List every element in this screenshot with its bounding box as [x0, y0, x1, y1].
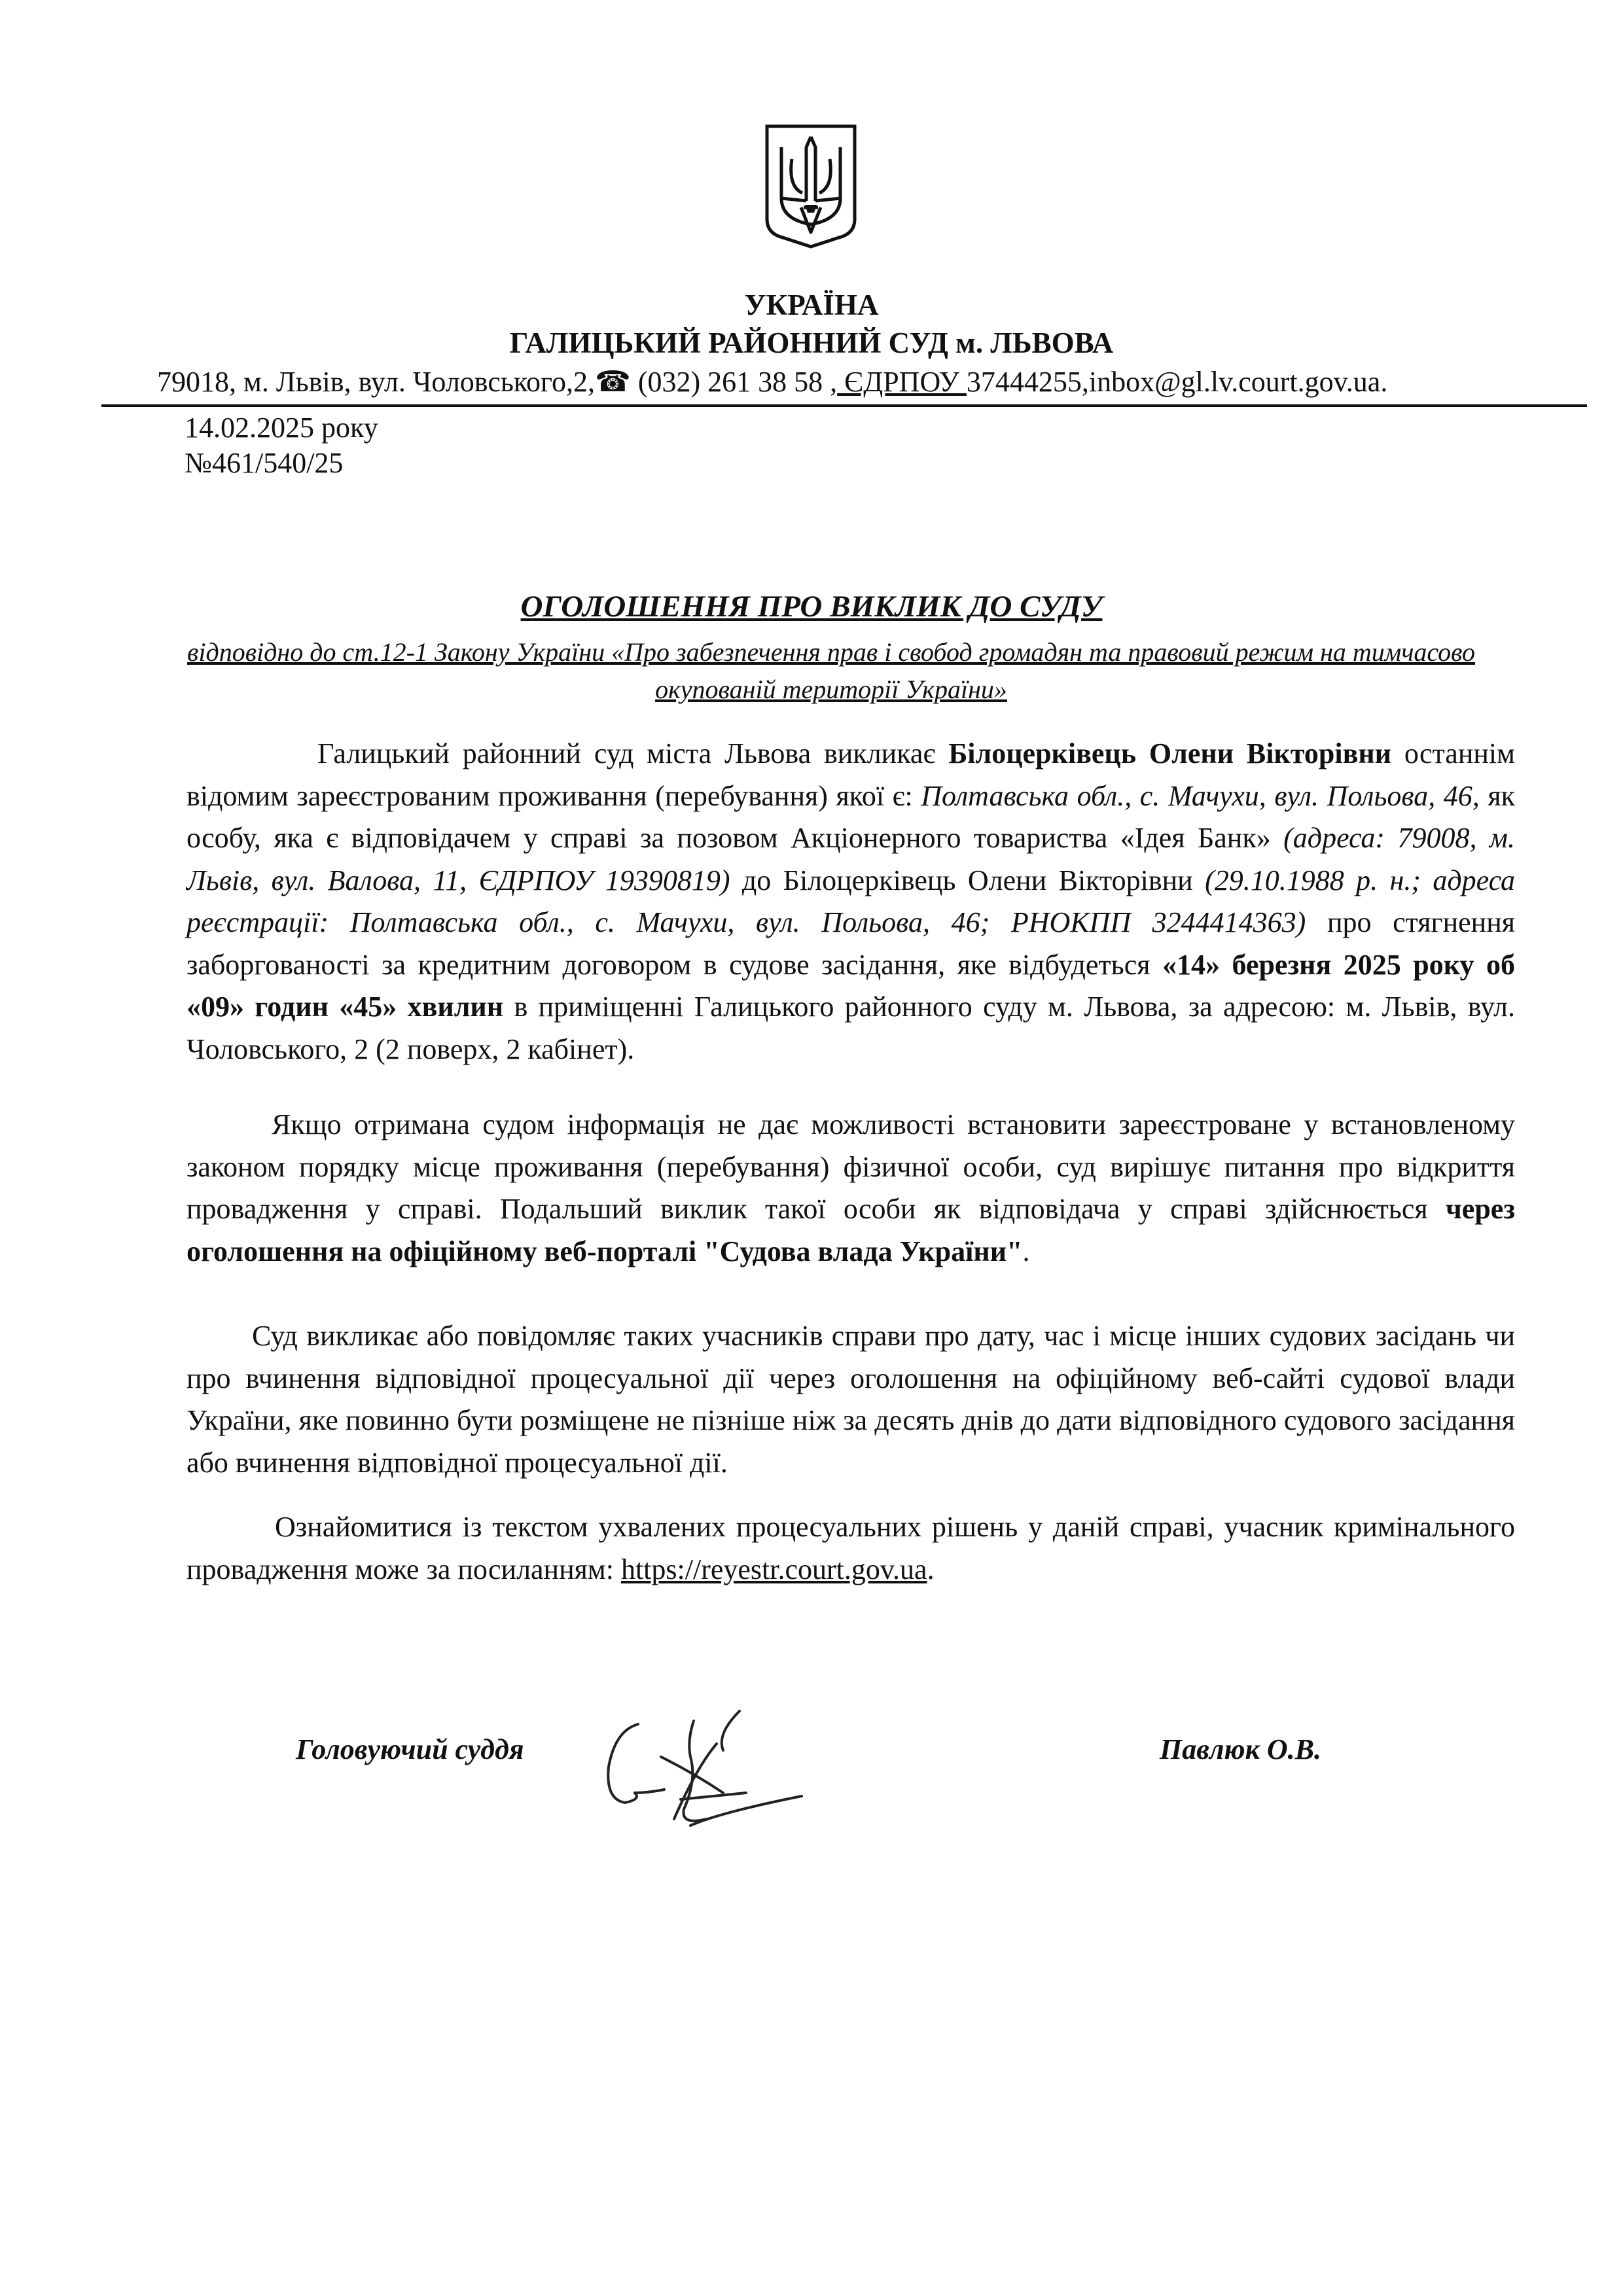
document-date: 14.02.2025 року	[185, 412, 378, 444]
defendant-address: Полтавська обл., с. Мачухи, вул. Польова, 46,	[921, 779, 1480, 812]
court-name-heading: ГАЛИЦЬКИЙ РАЙОННИЙ СУД м. ЛЬВОВА	[509, 327, 1114, 359]
summons-paragraph	[187, 733, 1515, 1070]
text-run: Суд викликає або повідомляє таких учасників справи про дату, час і місце інших судових засідань чи про вчинення відповідної процесуальної дії через оголошення на офіційному веб-сайті судової влади України, яке повинно бути розміщене не пізніше ніж за десять днів до дати відповідного судового засідання або вчинення відповідної процесуальної дії.	[187, 1320, 1515, 1479]
text-run: .	[1022, 1235, 1030, 1267]
signatory-name: Павлюк О.В.	[1160, 1733, 1322, 1765]
registry-link[interactable]: https://reyestr.court.gov.ua	[620, 1553, 927, 1585]
text-run: до Білоцерківець Олени Вікторівни	[730, 864, 1205, 896]
decisions-paragraph	[187, 1506, 1515, 1591]
text-run: в приміщенні Галицького районного суду м. Львова, за адресою: м. Львів, вул. Чоловського, 2 (2 поверх, 2 кабінет).	[187, 991, 1515, 1065]
notice-paragraph	[187, 1104, 1515, 1273]
handwritten-signature	[589, 1695, 805, 1845]
hearing-datetime: «14» березня 2025 року об «09» годин «45» хвилин	[187, 948, 1515, 1023]
defendant-details: (29.10.1988 р. н.; адреса реєстрації: Полтавська обл., с. Мачухи, вул. Польова, 46; РНОКПП 3244414363)	[187, 864, 1516, 938]
court-phone: (032) 261 38 58 ,	[630, 366, 838, 398]
text-run: .	[927, 1553, 935, 1585]
portal-notice: через оголошення на офіційному веб-порталі "Судова влада України"	[187, 1193, 1515, 1267]
header-divider	[101, 404, 1587, 407]
text-run: Галицький районний суд міста Львова викликає	[317, 737, 949, 769]
document-title: ОГОЛОШЕННЯ ПРО ВИКЛИК ДО СУДУ	[520, 590, 1103, 624]
plaintiff-details: (адреса: 79008, м. Львів, вул. Валова, 11, ЄДРПОУ 19390819)	[187, 822, 1516, 896]
text-run: останнім відомим зареєстрованим проживання (перебування) якої є:	[187, 737, 1515, 812]
document-subtitle: відповідно до ст.12-1 Закону України «Про забезпечення прав і свобод громадян та правовий режим на тимчасово окупованій території України»	[187, 637, 1476, 704]
coat-of-arms-icon	[762, 121, 860, 249]
edrpou-label: ЄДРПОУ	[837, 366, 967, 398]
court-contact-line	[157, 365, 1387, 398]
phone-icon: ☎	[595, 366, 631, 398]
signatory-role: Головуючий суддя	[296, 1733, 524, 1765]
defendant-name: Білоцерківець Олени Вікторівни	[948, 737, 1392, 769]
case-number: №461/540/25	[185, 447, 344, 479]
text-run: як особу, яка є відповідачем у справі за позовом Акціонерного товариства «Ідея Банк»	[187, 779, 1515, 854]
text-run: Ознайомитися із текстом ухвалених процесуальних рішень у даній справі, учасник кримінального провадження може за посиланням:	[187, 1511, 1515, 1585]
country-heading: УКРАЇНА	[744, 289, 879, 321]
edrpou-email: 37444255,inbox@gl.lv.court.gov.ua.	[966, 366, 1388, 398]
hearing-notice-paragraph	[187, 1315, 1515, 1484]
text-run: про стягнення заборгованості за кредитним договором в судове засідання, яке відбудеться	[187, 906, 1516, 981]
text-run: Якщо отримана судом інформація не дає можливості встановити зареєстроване у встановленому законом порядку місце проживання (перебування) фізичної особи, суд вирішує питання про відкриття провадження у справі. Подальший виклик такої особи як відповідача у справі здійснюється	[187, 1108, 1515, 1225]
court-address: 79018, м. Львів, вул. Чоловського,2,	[157, 366, 596, 398]
